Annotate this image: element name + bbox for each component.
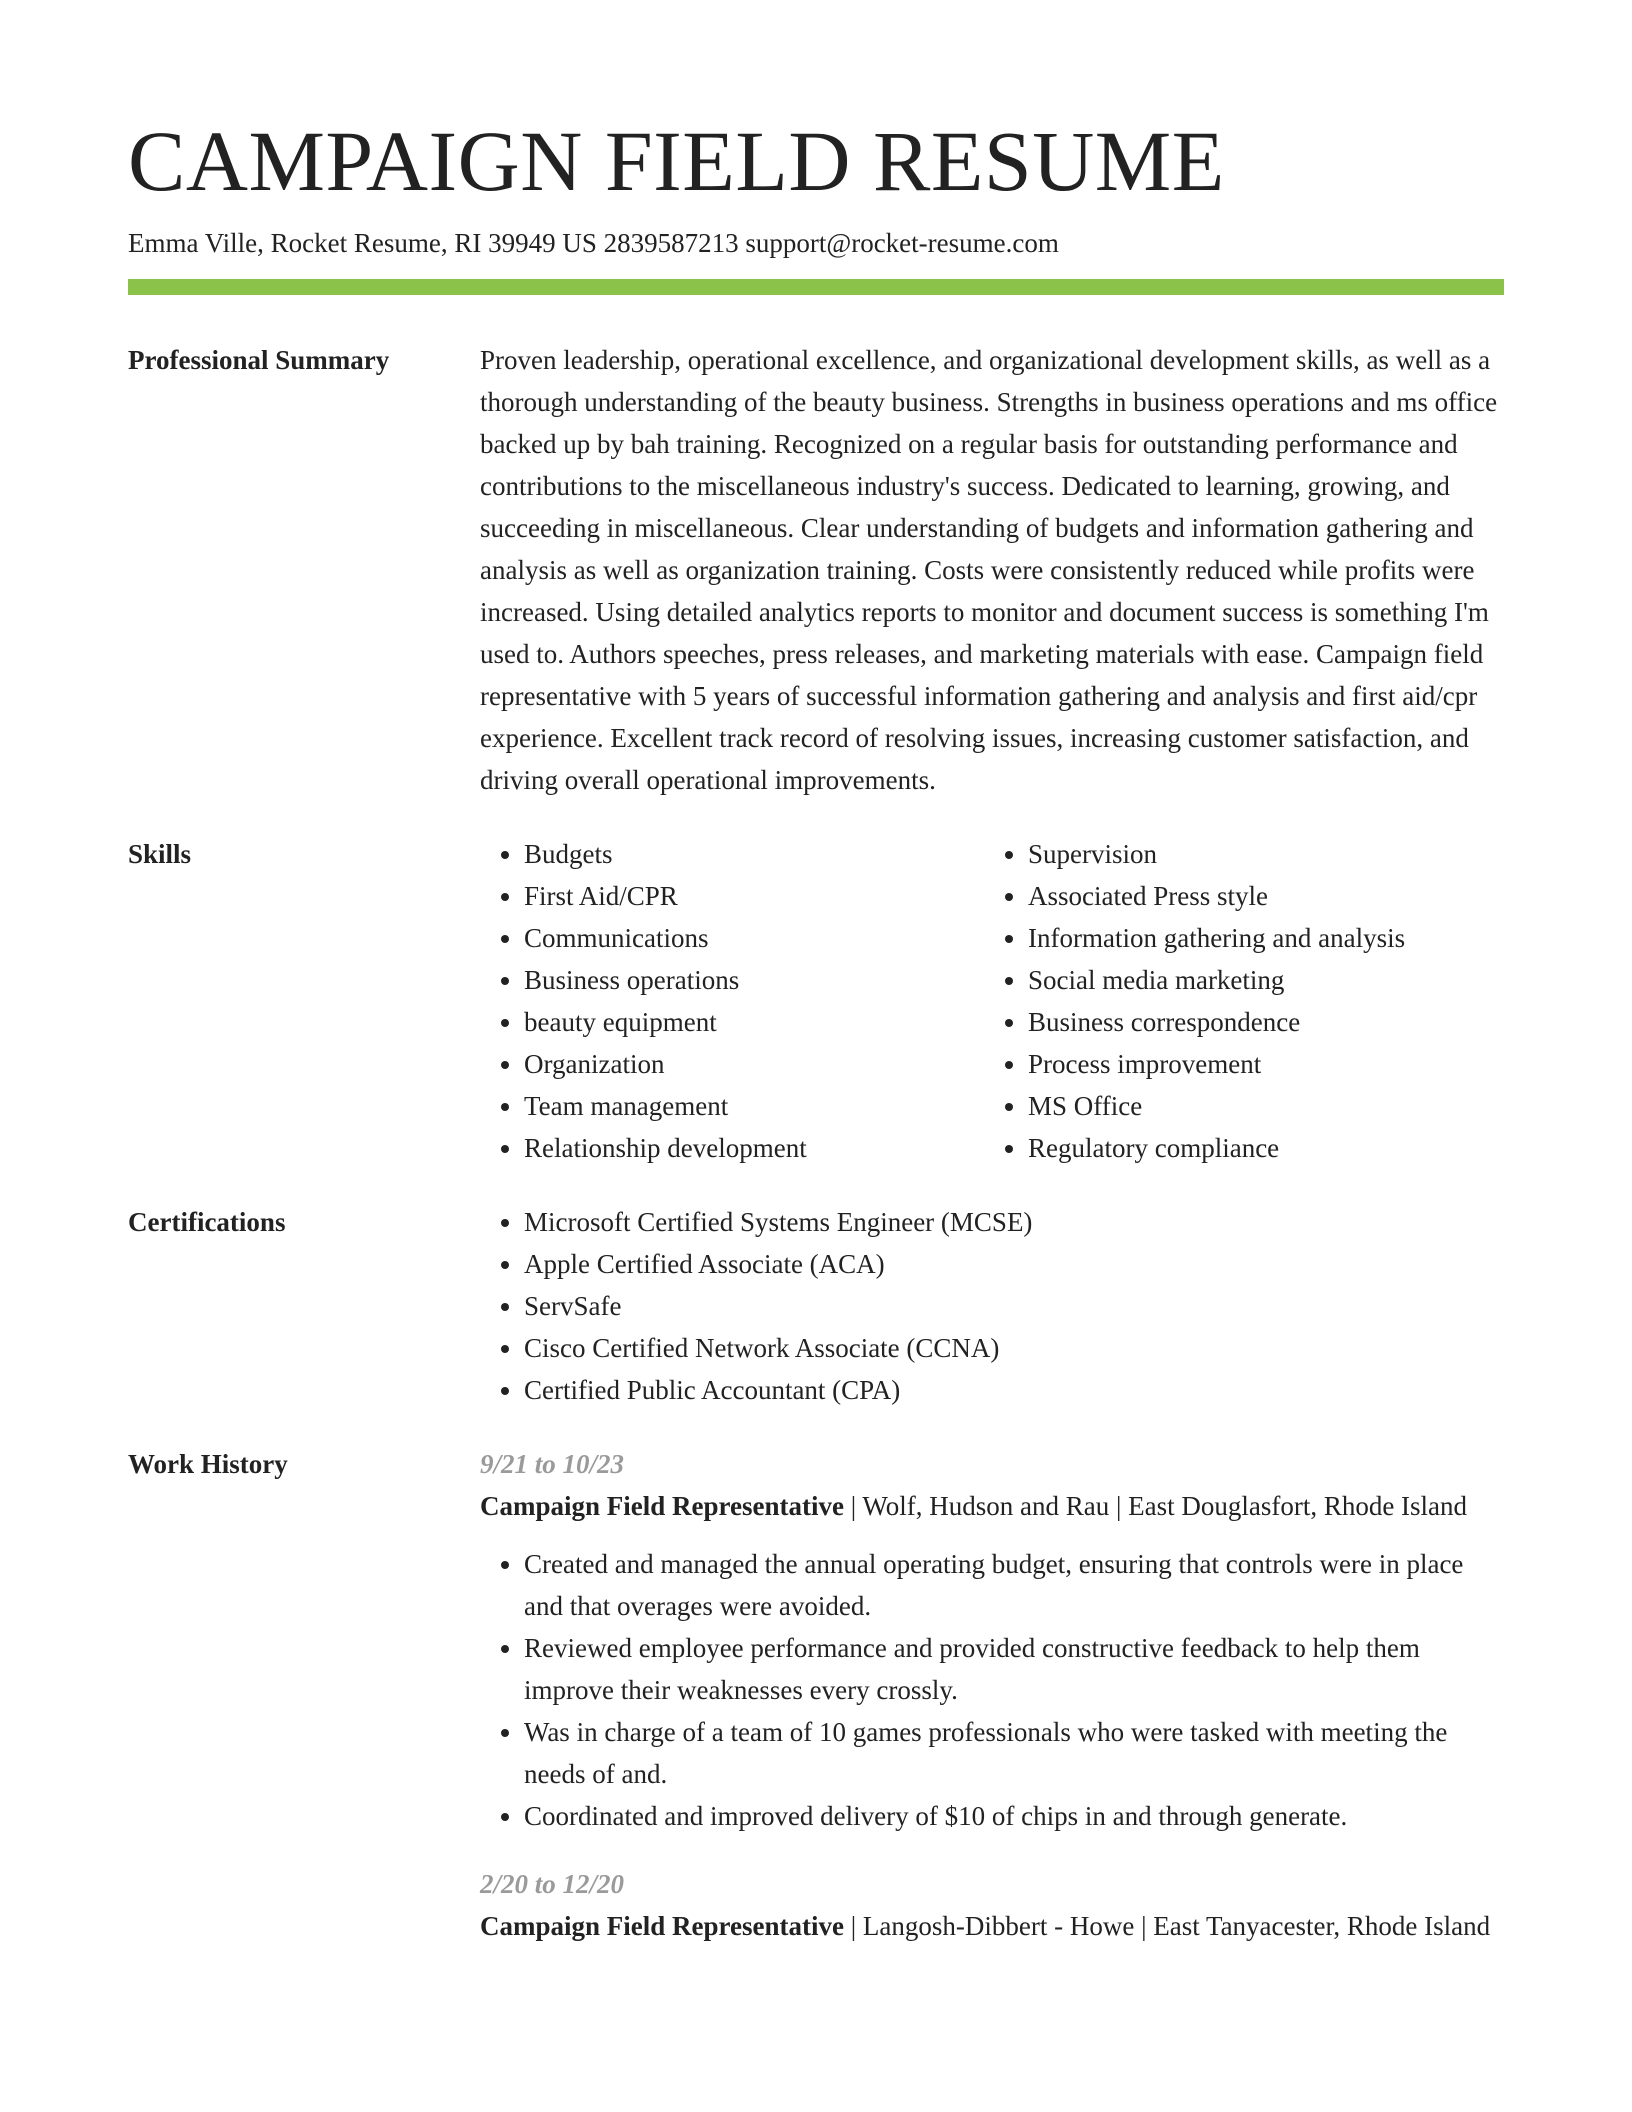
summary-heading: Professional Summary bbox=[128, 345, 390, 376]
skills-column-left bbox=[480, 833, 984, 1169]
summary-text: Proven leadership, operational excellence, and organizational development skills, as well as a thorough understanding of the beauty business. Strengths in business operations and ms office backed up by bah training. Recognized on a regular basis for outstanding performance and contributions to the miscellaneous industry's success. Dedicated to learning, growing, and succeeding in miscellaneous. Clear understanding of budgets and information gathering and analysis as well as organization training. Costs were consistently reduced while profits were increased. Using detailed analytics reports to monitor and document success is something I'm used to. Authors speeches, press releases, and marketing materials with ease. Campaign field representative with 5 years of successful information gathering and analysis and first aid/cpr experience. Excellent track record of resolving issues, increasing customer satisfaction, and driving overall operational improvements. bbox=[480, 345, 1498, 796]
job-employer-location: | Wolf, Hudson and Rau | East Douglasfort, Rhode Island bbox=[843, 1491, 1468, 1522]
job-header bbox=[480, 1485, 1504, 1527]
certifications-heading: Certifications bbox=[128, 1207, 286, 1238]
skills-heading: Skills bbox=[128, 839, 192, 870]
job-dates: 2/20 to 12/20 bbox=[480, 1869, 625, 1900]
job-title: Campaign Field Representative bbox=[480, 1911, 844, 1942]
resume-title: CAMPAIGN FIELD RESUME bbox=[128, 113, 1225, 209]
certification-item: • ServSafe bbox=[524, 1285, 1504, 1327]
skill-item: • First Aid/CPR bbox=[524, 875, 984, 917]
skill-item: • MS Office bbox=[1028, 1085, 1488, 1127]
skill-item: • Associated Press style bbox=[1028, 875, 1488, 917]
skill-item: • Communications bbox=[524, 917, 984, 959]
work-history-section bbox=[128, 1443, 1504, 1947]
job-entry bbox=[480, 1443, 1504, 1837]
job-header bbox=[480, 1905, 1504, 1947]
skill-item: • Organization bbox=[524, 1043, 984, 1085]
certification-item: • Cisco Certified Network Associate (CCNA) bbox=[524, 1327, 1504, 1369]
skill-item: • Team management bbox=[524, 1085, 984, 1127]
job-bullet: • Was in charge of a team of 10 games professionals who were tasked with meeting the needs of and. bbox=[524, 1711, 1504, 1795]
skill-item: • Relationship development bbox=[524, 1127, 984, 1169]
certification-item: • Apple Certified Associate (ACA) bbox=[524, 1243, 1504, 1285]
accent-divider bbox=[128, 279, 1504, 295]
certifications-section bbox=[128, 1201, 1504, 1411]
skills-section bbox=[128, 833, 1504, 1169]
job-title: Campaign Field Representative bbox=[480, 1491, 844, 1522]
job-bullet: • Coordinated and improved delivery of $10 of chips in and through generate. bbox=[524, 1795, 1504, 1837]
skills-list-right bbox=[984, 833, 1488, 1169]
skill-item: • Social media marketing bbox=[1028, 959, 1488, 1001]
skill-item: • Regulatory compliance bbox=[1028, 1127, 1488, 1169]
skill-item: • Business correspondence bbox=[1028, 1001, 1488, 1043]
skills-list-left bbox=[480, 833, 984, 1169]
job-dates: 9/21 to 10/23 bbox=[480, 1449, 625, 1480]
job-bullet: • Reviewed employee performance and provided constructive feedback to help them improve their weaknesses every crossly. bbox=[524, 1627, 1504, 1711]
skills-columns bbox=[480, 833, 1504, 1169]
job-bullets bbox=[480, 1543, 1504, 1837]
job-employer-location: | Langosh-Dibbert - Howe | East Tanyacester, Rhode Island bbox=[843, 1911, 1491, 1942]
certification-item: • Microsoft Certified Systems Engineer (MCSE) bbox=[524, 1201, 1504, 1243]
contact-line: Emma Ville, Rocket Resume, RI 39949 US 2839587213 support@rocket-resume.com bbox=[128, 228, 1059, 258]
skill-item: • Information gathering and analysis bbox=[1028, 917, 1488, 959]
skill-item: • Supervision bbox=[1028, 833, 1488, 875]
skill-item: • Budgets bbox=[524, 833, 984, 875]
skill-item: • Business operations bbox=[524, 959, 984, 1001]
certifications-list bbox=[480, 1201, 1504, 1411]
skill-item: • beauty equipment bbox=[524, 1001, 984, 1043]
skills-column-right bbox=[984, 833, 1488, 1169]
work-history-heading: Work History bbox=[128, 1449, 288, 1480]
job-entry bbox=[480, 1863, 1504, 1947]
skill-item: • Process improvement bbox=[1028, 1043, 1488, 1085]
summary-section bbox=[128, 339, 1504, 801]
job-bullet: • Created and managed the annual operating budget, ensuring that controls were in place and that overages were avoided. bbox=[524, 1543, 1504, 1627]
certification-item: • Certified Public Accountant (CPA) bbox=[524, 1369, 1504, 1411]
